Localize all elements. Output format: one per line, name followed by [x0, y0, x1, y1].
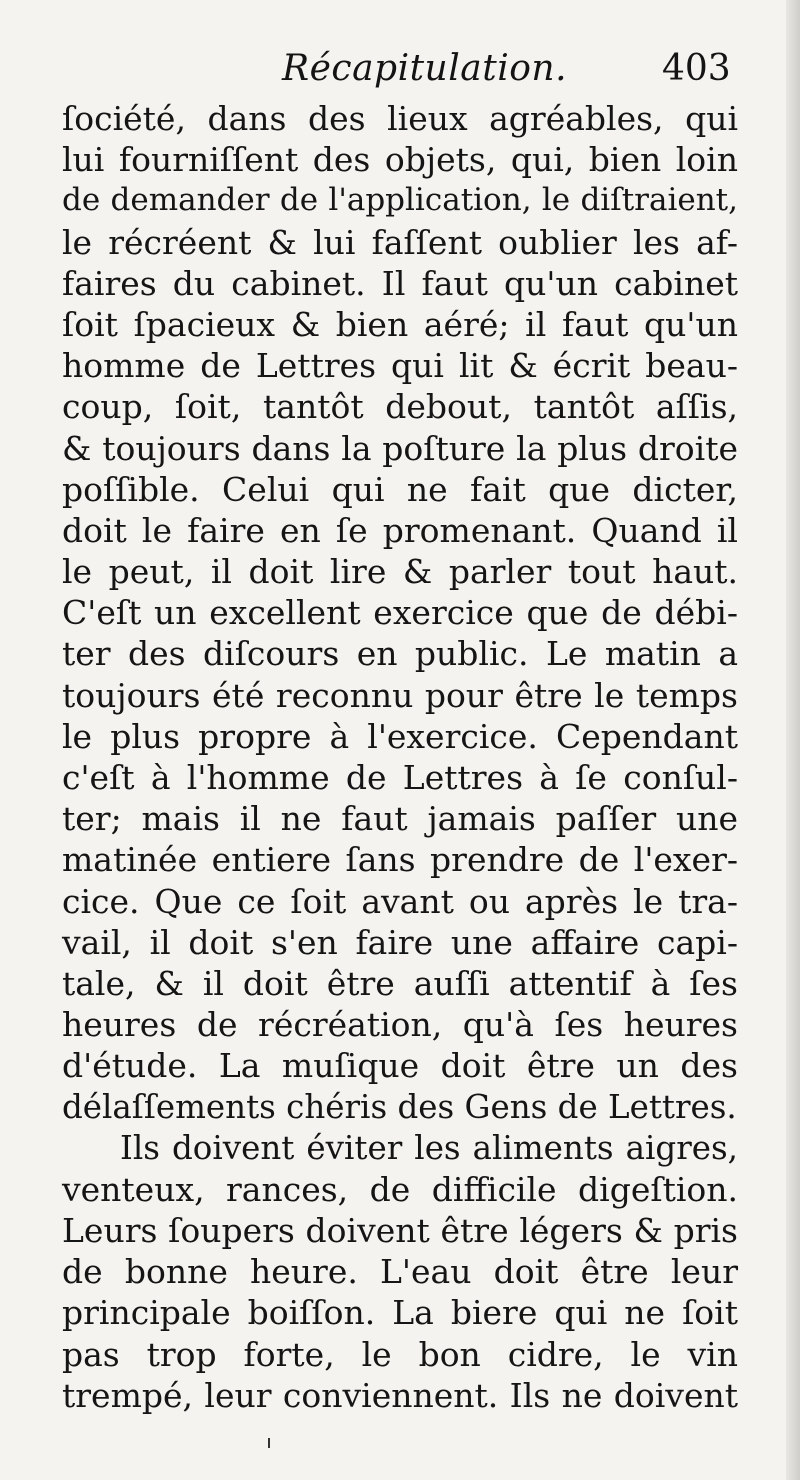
text-line: heures de récréation, qu'à ſes heures	[62, 1005, 738, 1045]
text-line: le peut, il doit lire & parler tout haut.	[62, 552, 738, 592]
text-line: lui fourniſſent des objets, qui, bien loin	[62, 140, 738, 180]
text-line: tale, & il doit être auſſi attentif à ſes	[62, 963, 738, 1003]
text-line: c'eſt à l'homme de Lettres à ſe conſul-	[62, 758, 738, 797]
text-line: poſſible. Celui qui ne fait que dicter,	[62, 469, 738, 509]
text-line: trempé, leur conviennent. Ils ne doivent	[62, 1375, 738, 1415]
text-line: de demander de l'application, le diſtraient,	[62, 182, 738, 219]
text-line: C'eſt un excellent exercice que de débi-	[62, 593, 738, 633]
text-line: Leurs ſoupers doivent être légers & pris	[62, 1211, 738, 1251]
text-line: homme de Lettres qui lit & écrit beau-	[62, 346, 738, 386]
text-line: ſoit ſpacieux & bien aéré; il faut qu'un	[62, 304, 738, 344]
paragraph-first-line: Ils doivent éviter les aliments aigres,	[120, 1128, 738, 1167]
text-line: matinée entiere ſans prendre de l'exer-	[62, 840, 738, 880]
text-line: d'étude. La muſique doit être un des	[62, 1046, 738, 1086]
text-line: ter des diſcours en public. Le matin a	[62, 634, 738, 674]
page-header	[0, 48, 800, 98]
text-line: principale boiſſon. La biere qui ne ſoit	[62, 1293, 738, 1333]
print-mark	[268, 1438, 270, 1448]
text-line: vail, il doit s'en faire une affaire capi-	[62, 922, 738, 962]
body-text	[62, 98, 738, 1416]
text-line: faires du cabinet. Il faut qu'un cabinet	[62, 263, 738, 303]
text-line: pas trop forte, le bon cidre, le vin	[62, 1334, 738, 1374]
page-number: 403	[662, 48, 731, 89]
text-line: cice. Que ce ſoit avant ou après le tra-	[62, 881, 738, 921]
text-line: ſociété, dans des lieux agréables, qui	[62, 99, 738, 138]
text-line: doit le faire en ſe promenant. Quand il	[62, 510, 738, 550]
text-line: coup, ſoit, tantôt debout, tantôt aſſis,	[62, 387, 738, 427]
text-line: & toujours dans la poſture la plus droite	[62, 428, 738, 468]
text-line: le récréent & lui faſſent oublier les af-	[62, 222, 738, 262]
text-line: le plus propre à l'exercice. Cependant	[62, 716, 738, 756]
text-line: ter; mais il ne faut jamais paſſer une	[62, 799, 738, 839]
text-line: toujours été reconnu pour être le temps	[62, 675, 738, 715]
running-title: Récapitulation.	[282, 48, 568, 89]
page-edge	[786, 0, 800, 1480]
text-line: venteux, rances, de difficile digeſtion.	[62, 1169, 738, 1209]
text-line: délaſſements chéris des Gens de Lettres.	[62, 1087, 737, 1126]
text-line: de bonne heure. L'eau doit être leur	[62, 1252, 738, 1292]
